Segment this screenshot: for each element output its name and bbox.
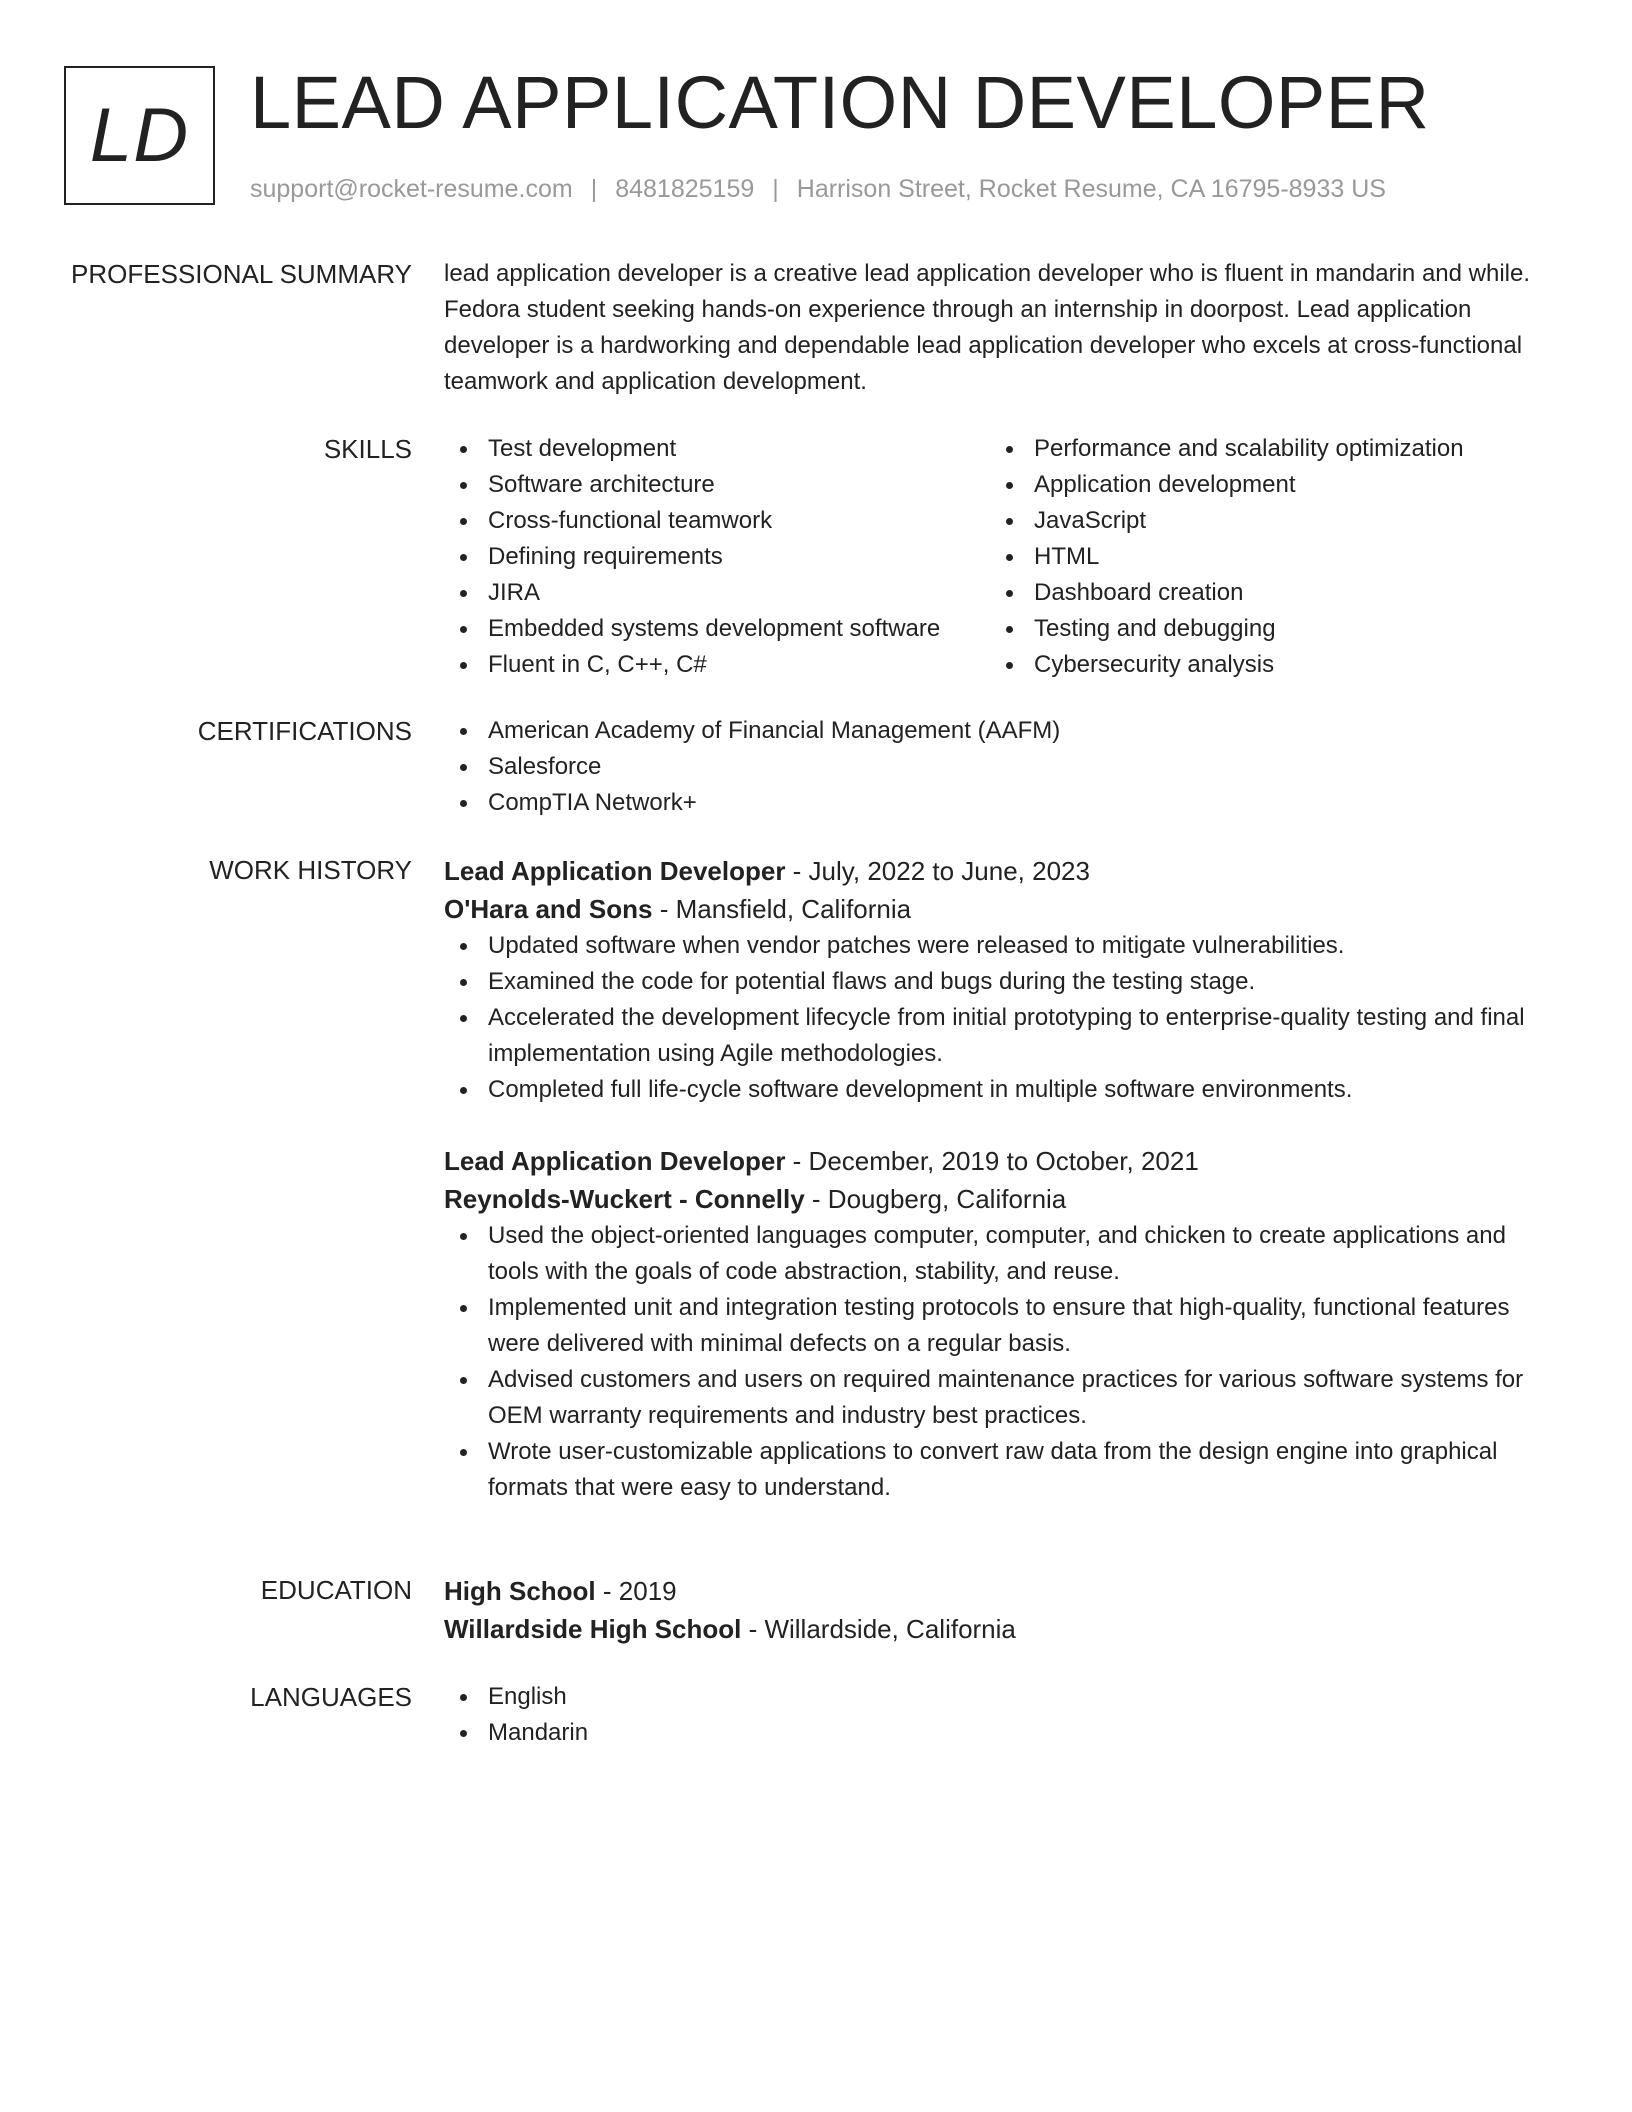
job-bullet: Wrote user-customizable applications to convert raw data from the design engine into graphical formats that were easy to understand. xyxy=(444,1434,1554,1506)
education-location: - Willardside, California xyxy=(741,1614,1016,1644)
contact-line xyxy=(250,172,1386,206)
job-location: - Dougberg, California xyxy=(804,1184,1067,1214)
skill-item: Cybersecurity analysis xyxy=(990,647,1550,683)
job-entry xyxy=(444,852,1554,1108)
skill-item: Test development xyxy=(444,431,990,467)
skill-item: Dashboard creation xyxy=(990,575,1550,611)
language-item: English xyxy=(444,1679,1554,1715)
job-title: Lead Application Developer xyxy=(444,1146,786,1176)
monogram-logo: LD xyxy=(64,66,215,205)
skills-list-left xyxy=(444,431,990,683)
skill-item: Cross-functional teamwork xyxy=(444,503,990,539)
job-title: Lead Application Developer xyxy=(444,856,786,886)
contact-phone: 8481825159 xyxy=(615,175,755,203)
education-school-line xyxy=(444,1610,1554,1648)
job-dates: - July, 2022 to June, 2023 xyxy=(785,856,1090,886)
job-bullet: Advised customers and users on required maintenance practices for various software systems for OEM warranty requirements and industry best practices. xyxy=(444,1362,1554,1434)
work-history-heading: WORK HISTORY xyxy=(209,855,412,885)
education-school: Willardside High School xyxy=(444,1614,742,1644)
education-degree-line xyxy=(444,1572,1554,1610)
languages-content xyxy=(444,1679,1554,1751)
job-bullet: Updated software when vendor patches were released to mitigate vulnerabilities. xyxy=(444,928,1554,964)
certifications-list xyxy=(444,713,1554,821)
work-history-content xyxy=(444,852,1554,1506)
contact-email: support@rocket-resume.com xyxy=(250,175,573,203)
languages-heading: LANGUAGES xyxy=(250,1682,412,1712)
skill-item: HTML xyxy=(990,539,1550,575)
languages-list xyxy=(444,1679,1554,1751)
skill-item: Application development xyxy=(990,467,1550,503)
skills-content xyxy=(444,431,1554,683)
summary-content xyxy=(444,256,1554,400)
job-location: - Mansfield, California xyxy=(652,894,912,924)
job-company-line xyxy=(444,890,1554,928)
certification-item: CompTIA Network+ xyxy=(444,785,1554,821)
skills-list-right xyxy=(990,431,1550,683)
education-content xyxy=(444,1572,1554,1648)
certification-item: American Academy of Financial Management (AAFM) xyxy=(444,713,1554,749)
certifications-content xyxy=(444,713,1554,821)
job-bullet-list xyxy=(444,928,1554,1108)
job-bullet: Completed full life-cycle software development in multiple software environments. xyxy=(444,1072,1554,1108)
skills-heading: SKILLS xyxy=(323,434,412,464)
job-dates: - December, 2019 to October, 2021 xyxy=(785,1146,1199,1176)
job-company: Reynolds-Wuckert - Connelly xyxy=(444,1184,805,1214)
job-title-line xyxy=(444,1142,1554,1180)
contact-address: Harrison Street, Rocket Resume, CA 16795-8933 US xyxy=(796,175,1386,203)
skill-item: Embedded systems development software xyxy=(444,611,990,647)
education-degree: High School xyxy=(444,1576,596,1606)
skill-item: JIRA xyxy=(444,575,990,611)
job-entry xyxy=(444,1142,1554,1506)
skill-item: Fluent in C, C++, C# xyxy=(444,647,990,683)
skill-item: Performance and scalability optimization xyxy=(990,431,1550,467)
summary-text: lead application developer is a creative lead application developer who is fluent in mandarin and while. Fedora student seeking hands-on experience through an internship in doorpost. Lead application developer is a hardworking and dependable lead application developer who excels at cross-functional teamwork and application development. xyxy=(444,260,1531,395)
certifications-heading: CERTIFICATIONS xyxy=(197,716,412,746)
skill-item: Software architecture xyxy=(444,467,990,503)
job-bullet: Used the object-oriented languages computer, computer, and chicken to create applications and tools with the goals of code abstraction, stability, and reuse. xyxy=(444,1218,1554,1290)
job-title-line xyxy=(444,852,1554,890)
job-company: O'Hara and Sons xyxy=(444,894,653,924)
summary-heading: PROFESSIONAL SUMMARY xyxy=(71,259,412,289)
education-year: - 2019 xyxy=(595,1576,677,1606)
language-item: Mandarin xyxy=(444,1715,1554,1751)
job-bullet: Examined the code for potential flaws and bugs during the testing stage. xyxy=(444,964,1554,1000)
skill-item: JavaScript xyxy=(990,503,1550,539)
certification-item: Salesforce xyxy=(444,749,1554,785)
education-heading: EDUCATION xyxy=(260,1575,412,1605)
job-bullet: Implemented unit and integration testing protocols to ensure that high-quality, functional features were delivered with minimal defects on a regular basis. xyxy=(444,1290,1554,1362)
contact-separator: | xyxy=(590,175,598,203)
skill-item: Testing and debugging xyxy=(990,611,1550,647)
job-bullet: Accelerated the development lifecycle from initial prototyping to enterprise-quality testing and final implementation using Agile methodologies. xyxy=(444,1000,1554,1072)
job-bullet-list xyxy=(444,1218,1554,1506)
skill-item: Defining requirements xyxy=(444,539,990,575)
resume-title: LEAD APPLICATION DEVELOPER xyxy=(250,61,1430,144)
contact-separator: | xyxy=(772,175,779,203)
job-company-line xyxy=(444,1180,1554,1218)
